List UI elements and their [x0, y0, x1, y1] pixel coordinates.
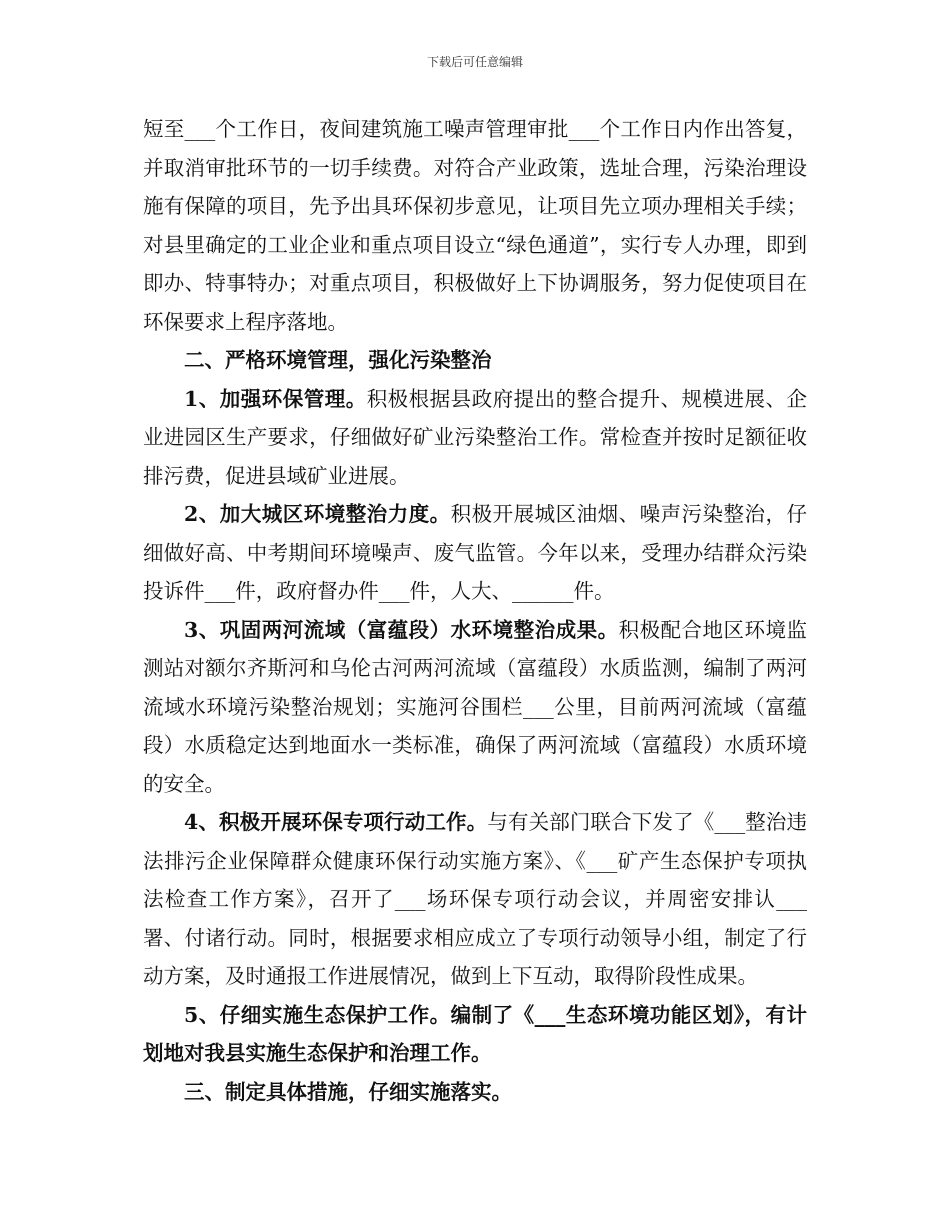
paragraph-item-4	[143, 803, 807, 996]
paragraph-text: 积极根据县政府提出的整合提升、规模进展、企业进园区生产要求，仔细做好矿业污染整治工作。常检查并按时足额征收排污费，促进县域矿业进展。	[143, 386, 808, 488]
heading-text: 三、制定具体措施，仔细实施落实。	[184, 1079, 512, 1104]
item-heading: 2、加大城区环境整治力度。	[184, 502, 451, 526]
document-body	[143, 110, 807, 1111]
item-heading: 4、积极开展环保专项行动工作。	[184, 810, 488, 834]
page-header: 下载后可任意编辑	[426, 55, 523, 69]
item-heading: 1、加强环保管理。	[184, 386, 367, 411]
item-heading: 5、仔细实施生态保护工作。编制了《___生态环境功能区划》，有计划地对我县实施生态保护和治理工作。	[143, 1002, 807, 1065]
section-heading-2	[143, 341, 807, 380]
paragraph-continuation	[143, 110, 807, 341]
paragraph-item-3	[143, 611, 807, 804]
section-heading-3	[143, 1073, 807, 1112]
paragraph-text: 短至___个工作日，夜间建筑施工噪声管理审批___个工作日内作出答复，并取消审批环节的一切手续费。对符合产业政策，选址合理，污染治理设施有保障的项目，先予出具环保初步意见，让项目先立项办理相关手续；对县里确定的工业企业和重点项目设立“绿色通道”，实行专人办理，即到即办、特事特办；对重点项目，积极做好上下协调服务，努力促使项目在环保要求上程序落地。	[143, 117, 807, 334]
paragraph-text: 积极开展城区油烟、噪声污染整治，仔细做好高、中考期间环境噪声、废气监管。今年以来，受理办结群众污染投诉件___件，政府督办件___件，人大、______件。	[143, 502, 808, 603]
paragraph-item-1	[143, 380, 807, 496]
paragraph-item-5	[143, 996, 807, 1073]
paragraph-text: 与有关部门联合下发了《___整治违法排污企业保障群众健康环保行动实施方案》、《___矿产生态保护专项执法检查工作方案》，召开了___场环保专项行动会议，并周密安排认___署、付诸行动。同时，根据要求相应成立了专项行动领导小组，制定了行动方案，及时通报工作进展情况，做到上下互动，取得阶段性成果。	[143, 810, 808, 988]
paragraph-item-2	[143, 495, 807, 611]
item-heading: 3、巩固两河流域（富蕴段）水环境整治成果。	[184, 617, 619, 642]
heading-text: 二、严格环境管理，强化污染整治	[184, 348, 492, 372]
paragraph-text: 积极配合地区环境监测站对额尔齐斯河和乌伦古河两河流域（富蕴段）水质监测，编制了两河流域水环境污染整治规划；实施河谷围栏___公里，目前两河流域（富蕴段）水质稳定达到地面水一类标准，确保了两河流域（富蕴段）水质环境的安全。	[143, 617, 808, 796]
